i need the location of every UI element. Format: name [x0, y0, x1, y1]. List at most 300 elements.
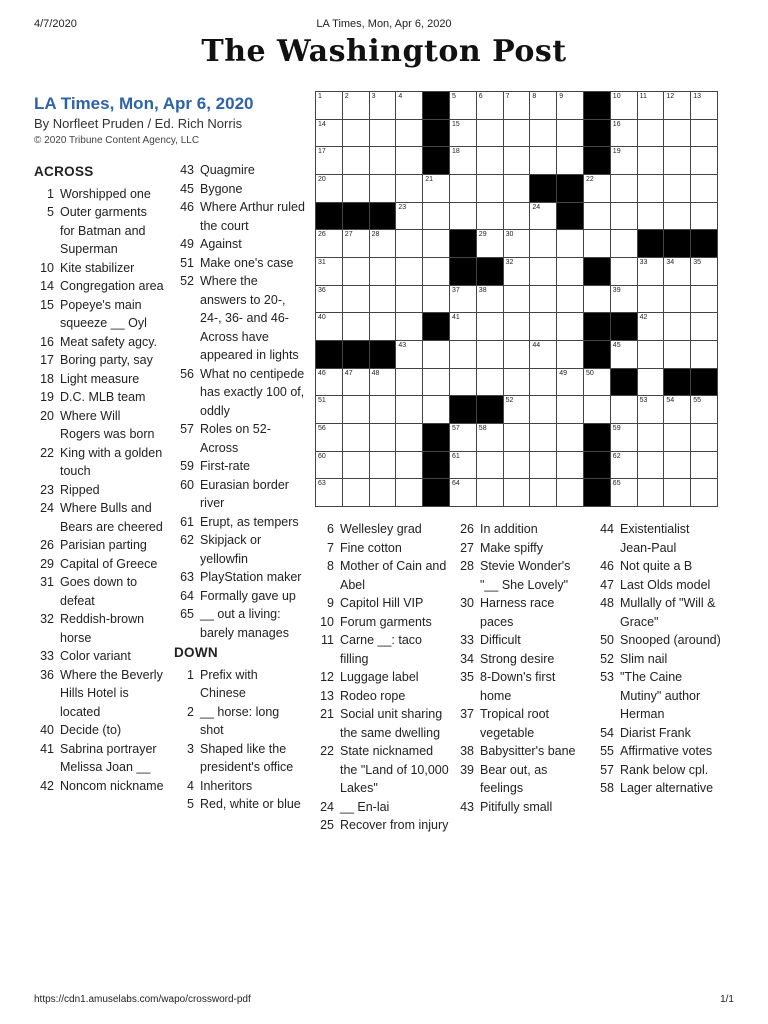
grid-cell[interactable]: [663, 257, 691, 286]
grid-cell[interactable]: [529, 451, 557, 480]
grid-cell[interactable]: [637, 451, 665, 480]
grid-cell[interactable]: [342, 285, 370, 314]
clue-number: 21: [320, 707, 334, 721]
clue-text: Formally gave up: [200, 588, 296, 603]
grid-cell[interactable]: [690, 340, 718, 369]
grid-cell[interactable]: [503, 257, 531, 286]
grid-cell[interactable]: [449, 91, 477, 120]
grid-cell[interactable]: [610, 119, 638, 148]
grid-cell[interactable]: [690, 312, 718, 341]
grid-block: [663, 229, 691, 258]
clue-text: Make spiffy: [480, 540, 543, 555]
grid-cell[interactable]: [369, 146, 397, 175]
clue-number: 56: [180, 366, 194, 381]
grid-block: [690, 229, 718, 258]
grid-cell[interactable]: [610, 478, 638, 507]
across-clue-19: [34, 388, 164, 407]
grid-cell[interactable]: [395, 340, 423, 369]
grid-cell[interactable]: [637, 174, 665, 203]
clue-text: Prefix with Chinese: [200, 667, 258, 700]
grid-cell[interactable]: [503, 423, 531, 452]
grid-cell[interactable]: [556, 312, 584, 341]
grid-cell[interactable]: [503, 146, 531, 175]
grid-cell-number: 26: [318, 231, 326, 239]
clue-text: Babysitter's bane: [480, 744, 576, 758]
grid-block: [583, 146, 611, 175]
clue-number: 22: [320, 744, 334, 758]
grid-cell[interactable]: [610, 285, 638, 314]
grid-cell[interactable]: [395, 202, 423, 231]
clue-number: 46: [600, 559, 614, 573]
clue-number: 10: [40, 260, 54, 275]
grid-cell[interactable]: [637, 423, 665, 452]
grid-cell[interactable]: [503, 202, 531, 231]
clue-number: 17: [40, 353, 54, 367]
clue-number: 15: [40, 297, 54, 312]
grid-cell[interactable]: [342, 478, 370, 507]
grid-cell[interactable]: [583, 285, 611, 314]
grid-block: [529, 174, 557, 203]
down-clue-8: [314, 557, 450, 594]
grid-cell[interactable]: [690, 146, 718, 175]
grid-cell[interactable]: [422, 395, 450, 424]
grid-cell[interactable]: [342, 146, 370, 175]
grid-cell[interactable]: [583, 174, 611, 203]
grid-cell[interactable]: [690, 395, 718, 424]
grid-cell[interactable]: [315, 285, 343, 314]
clue-text: __ En-lai: [340, 799, 390, 814]
grid-cell[interactable]: [637, 146, 665, 175]
grid-cell[interactable]: [395, 146, 423, 175]
grid-cell[interactable]: [476, 368, 504, 397]
grid-cell[interactable]: [556, 119, 584, 148]
clue-text: Against: [200, 237, 242, 251]
grid-cell[interactable]: [610, 257, 638, 286]
grid-block: [315, 202, 343, 231]
clue-text: Pitifully small: [480, 799, 553, 814]
grid-cell[interactable]: [637, 119, 665, 148]
grid-cell[interactable]: [315, 119, 343, 148]
grid-cell[interactable]: [422, 257, 450, 286]
clue-number: 16: [40, 334, 54, 349]
clue-number: 1: [187, 667, 194, 682]
grid-cell[interactable]: [583, 229, 611, 258]
down-clue-44: [594, 520, 724, 557]
grid-cell[interactable]: [395, 91, 423, 120]
grid-block: [476, 257, 504, 286]
clue-text: Erupt, as tempers: [200, 514, 299, 529]
clue-text: Forum garments: [340, 614, 432, 629]
puzzle-byline: By Norfleet Pruden / Ed. Rich Norris: [34, 116, 243, 131]
grid-cell-number: 32: [505, 259, 514, 266]
grid-cell[interactable]: [476, 91, 504, 120]
grid-cell[interactable]: [449, 451, 477, 480]
clue-number: 44: [600, 522, 614, 536]
grid-cell[interactable]: [529, 368, 557, 397]
down-clue-6: [314, 520, 450, 539]
grid-cell[interactable]: [476, 119, 504, 148]
grid-cell[interactable]: [395, 285, 423, 314]
across-clue-63: [174, 568, 306, 587]
grid-cell[interactable]: [315, 423, 343, 452]
across-clue-56: [174, 365, 306, 421]
clue-section-heading: DOWN: [174, 645, 218, 660]
down-clue-22: [314, 742, 450, 798]
grid-cell[interactable]: [583, 202, 611, 231]
grid-cell[interactable]: [663, 423, 691, 452]
grid-cell[interactable]: [529, 423, 557, 452]
grid-cell[interactable]: [315, 312, 343, 341]
grid-cell[interactable]: [610, 451, 638, 480]
clue-text: "The Caine Mutiny" author Herman: [620, 670, 701, 721]
grid-cell[interactable]: [610, 423, 638, 452]
down-clue-48: [594, 594, 724, 631]
grid-cell[interactable]: [556, 229, 584, 258]
grid-cell[interactable]: [690, 202, 718, 231]
grid-cell[interactable]: [637, 478, 665, 507]
grid-block: [583, 423, 611, 452]
down-clue-47: [594, 576, 724, 595]
grid-cell[interactable]: [342, 257, 370, 286]
grid-cell[interactable]: [663, 312, 691, 341]
grid-cell[interactable]: [315, 146, 343, 175]
grid-cell[interactable]: [476, 423, 504, 452]
grid-cell[interactable]: [476, 146, 504, 175]
grid-cell[interactable]: [476, 312, 504, 341]
grid-cell[interactable]: [583, 395, 611, 424]
grid-cell[interactable]: [637, 202, 665, 231]
grid-block: [422, 146, 450, 175]
grid-cell[interactable]: [610, 202, 638, 231]
down-clue-28: [454, 557, 584, 594]
grid-cell-number: 64: [452, 480, 460, 488]
grid-cell[interactable]: [529, 312, 557, 341]
puzzle-title: LA Times, Mon, Apr 6, 2020: [34, 94, 254, 113]
grid-cell-number: 54: [666, 397, 675, 405]
grid-cell-number: 59: [612, 425, 621, 432]
grid-cell[interactable]: [690, 451, 718, 480]
grid-cell[interactable]: [342, 91, 370, 120]
grid-cell[interactable]: [637, 285, 665, 314]
grid-cell[interactable]: [663, 395, 691, 424]
clue-text: Luggage label: [340, 670, 419, 684]
clue-number: 20: [40, 408, 54, 423]
clue-column-5: [594, 520, 724, 798]
grid-cell[interactable]: [690, 257, 718, 286]
grid-cell[interactable]: [369, 285, 397, 314]
down-clue-34: [454, 650, 584, 669]
clue-number: 50: [600, 633, 614, 647]
grid-cell[interactable]: [342, 423, 370, 452]
grid-cell[interactable]: [503, 312, 531, 341]
grid-cell[interactable]: [503, 285, 531, 314]
clue-text: Inheritors: [200, 778, 253, 793]
grid-cell[interactable]: [369, 91, 397, 120]
grid-cell[interactable]: [395, 312, 423, 341]
grid-cell[interactable]: [529, 395, 557, 424]
grid-cell[interactable]: [449, 368, 477, 397]
across-clue-17: [34, 351, 164, 370]
grid-cell[interactable]: [663, 478, 691, 507]
grid-cell[interactable]: [395, 368, 423, 397]
grid-cell[interactable]: [610, 229, 638, 258]
clue-number: 47: [600, 577, 614, 592]
grid-cell-number: 43: [398, 342, 407, 349]
grid-cell-number: 9: [559, 93, 564, 100]
grid-cell[interactable]: [395, 174, 423, 203]
down-clue-52: [594, 650, 724, 669]
grid-cell[interactable]: [663, 451, 691, 480]
grid-cell[interactable]: [395, 395, 423, 424]
grid-cell[interactable]: [449, 202, 477, 231]
grid-cell[interactable]: [476, 451, 504, 480]
grid-cell[interactable]: [663, 146, 691, 175]
grid-cell-number: 33: [639, 259, 648, 266]
grid-cell[interactable]: [556, 451, 584, 480]
grid-cell[interactable]: [342, 451, 370, 480]
grid-cell[interactable]: [637, 257, 665, 286]
grid-cell-number: 6: [478, 93, 483, 100]
clue-number: 30: [460, 596, 474, 610]
grid-cell[interactable]: [342, 229, 370, 258]
copyright-notice: © 2020 Tribune Content Agency, LLC: [34, 135, 200, 146]
grid-block: [690, 368, 718, 397]
grid-cell-number: 58: [478, 425, 487, 432]
grid-cell[interactable]: [449, 423, 477, 452]
clue-number: 22: [40, 445, 54, 460]
grid-cell[interactable]: [369, 423, 397, 452]
grid-cell[interactable]: [503, 91, 531, 120]
grid-cell[interactable]: [663, 285, 691, 314]
grid-cell[interactable]: [529, 229, 557, 258]
grid-cell-number: 62: [612, 452, 621, 460]
grid-cell[interactable]: [369, 119, 397, 148]
grid-cell[interactable]: [315, 174, 343, 203]
grid-cell[interactable]: [663, 91, 691, 120]
grid-cell[interactable]: [503, 368, 531, 397]
grid-cell[interactable]: [610, 146, 638, 175]
grid-cell[interactable]: [476, 340, 504, 369]
grid-cell[interactable]: [342, 368, 370, 397]
grid-cell[interactable]: [449, 285, 477, 314]
across-clue-33: [34, 647, 164, 666]
grid-cell[interactable]: [342, 174, 370, 203]
clue-text: Wellesley grad: [340, 522, 422, 536]
grid-cell[interactable]: [610, 174, 638, 203]
grid-cell[interactable]: [395, 119, 423, 148]
grid-cell-number: 41: [452, 314, 460, 322]
grid-cell[interactable]: [503, 174, 531, 203]
grid-cell[interactable]: [476, 285, 504, 314]
grid-cell[interactable]: [637, 312, 665, 341]
grid-cell[interactable]: [610, 340, 638, 369]
crossword-grid: [315, 91, 717, 506]
across-clue-15: [34, 296, 164, 333]
clue-number: 53: [600, 670, 614, 684]
clue-number: 42: [40, 778, 54, 793]
grid-cell[interactable]: [690, 423, 718, 452]
grid-cell[interactable]: [503, 451, 531, 480]
clue-number: 27: [460, 540, 474, 555]
clue-text: Capital of Greece: [60, 556, 158, 571]
grid-cell[interactable]: [637, 395, 665, 424]
grid-cell[interactable]: [369, 312, 397, 341]
grid-cell-number: 37: [452, 286, 460, 294]
down-clue-30: [454, 594, 584, 631]
grid-block: [422, 478, 450, 507]
down-clue-46: [594, 557, 724, 576]
grid-cell[interactable]: [476, 174, 504, 203]
grid-cell[interactable]: [476, 202, 504, 231]
grid-cell[interactable]: [449, 312, 477, 341]
grid-cell[interactable]: [315, 395, 343, 424]
grid-cell-number: 4: [398, 93, 403, 100]
grid-cell[interactable]: [690, 285, 718, 314]
print-date: 4/7/2020: [34, 18, 77, 30]
grid-cell[interactable]: [529, 340, 557, 369]
grid-cell[interactable]: [422, 285, 450, 314]
across-clue-61: [174, 513, 306, 532]
grid-cell-number: 61: [452, 452, 460, 460]
grid-cell[interactable]: [610, 395, 638, 424]
grid-cell[interactable]: [690, 119, 718, 148]
grid-cell[interactable]: [556, 368, 584, 397]
across-clue-32: [34, 610, 164, 647]
clue-number: 43: [460, 799, 474, 814]
grid-cell[interactable]: [690, 174, 718, 203]
grid-cell[interactable]: [422, 202, 450, 231]
grid-cell[interactable]: [395, 451, 423, 480]
grid-cell[interactable]: [556, 146, 584, 175]
across-clue-26: [34, 536, 164, 555]
across-clue-42: [34, 777, 164, 796]
clue-text: PlayStation maker: [200, 570, 302, 584]
grid-cell[interactable]: [529, 478, 557, 507]
grid-cell-number: 16: [612, 120, 621, 128]
grid-cell[interactable]: [315, 257, 343, 286]
clue-text: Stevie Wonder's "__ She Lovely": [480, 559, 571, 592]
grid-cell[interactable]: [556, 257, 584, 286]
grid-cell-number: 1: [318, 93, 322, 100]
grid-cell[interactable]: [503, 395, 531, 424]
grid-cell[interactable]: [503, 119, 531, 148]
grid-cell[interactable]: [529, 257, 557, 286]
grid-cell[interactable]: [369, 229, 397, 258]
grid-block: [663, 368, 691, 397]
grid-cell[interactable]: [637, 368, 665, 397]
grid-cell[interactable]: [395, 478, 423, 507]
grid-cell[interactable]: [637, 340, 665, 369]
grid-cell[interactable]: [529, 285, 557, 314]
clue-text: Where the answers to 20-, 24-, 36- and 46-Across have appeared in lights: [200, 274, 299, 362]
grid-cell[interactable]: [315, 478, 343, 507]
grid-cell[interactable]: [529, 91, 557, 120]
grid-cell[interactable]: [556, 423, 584, 452]
grid-cell[interactable]: [369, 451, 397, 480]
clue-text: Meat safety agcy.: [60, 334, 158, 349]
grid-cell-number: 35: [693, 259, 701, 266]
grid-cell[interactable]: [315, 451, 343, 480]
down-clue-37: [454, 705, 584, 742]
grid-cell[interactable]: [315, 368, 343, 397]
clue-number: 54: [600, 725, 614, 740]
across-clue-65: [174, 605, 306, 642]
grid-cell[interactable]: [422, 229, 450, 258]
grid-cell[interactable]: [369, 174, 397, 203]
grid-cell[interactable]: [663, 119, 691, 148]
down-clue-4: [174, 777, 306, 796]
grid-cell[interactable]: [690, 478, 718, 507]
grid-cell[interactable]: [369, 395, 397, 424]
grid-cell[interactable]: [663, 202, 691, 231]
grid-cell[interactable]: [395, 423, 423, 452]
grid-cell[interactable]: [449, 340, 477, 369]
grid-cell[interactable]: [529, 146, 557, 175]
clue-text: Goes down to defeat: [60, 575, 138, 608]
clue-number: 39: [460, 762, 474, 777]
grid-cell[interactable]: [556, 91, 584, 120]
grid-cell[interactable]: [369, 368, 397, 397]
grid-cell[interactable]: [449, 146, 477, 175]
across-clue-16: [34, 333, 164, 352]
grid-cell[interactable]: [663, 174, 691, 203]
grid-cell[interactable]: [449, 119, 477, 148]
grid-cell[interactable]: [476, 229, 504, 258]
clue-number: 29: [40, 556, 54, 571]
clue-text: Fine cotton: [340, 540, 402, 555]
grid-cell[interactable]: [342, 119, 370, 148]
grid-cell-number: 46: [318, 369, 326, 377]
grid-cell[interactable]: [556, 478, 584, 507]
grid-cell-number: 14: [318, 120, 326, 128]
grid-cell[interactable]: [449, 478, 477, 507]
grid-cell[interactable]: [529, 119, 557, 148]
grid-cell[interactable]: [369, 478, 397, 507]
grid-cell[interactable]: [422, 340, 450, 369]
grid-cell[interactable]: [556, 340, 584, 369]
clue-number: 60: [180, 477, 194, 492]
clue-number: 19: [40, 390, 54, 404]
grid-cell[interactable]: [637, 91, 665, 120]
grid-cell[interactable]: [556, 395, 584, 424]
grid-cell[interactable]: [449, 174, 477, 203]
grid-cell[interactable]: [369, 257, 397, 286]
grid-cell[interactable]: [395, 229, 423, 258]
grid-cell[interactable]: [422, 368, 450, 397]
grid-cell[interactable]: [556, 285, 584, 314]
grid-cell[interactable]: [503, 478, 531, 507]
grid-cell[interactable]: [503, 229, 531, 258]
clue-text: Social unit sharing the same dwelling: [340, 707, 443, 740]
grid-cell-number: 30: [505, 231, 514, 239]
grid-cell[interactable]: [342, 312, 370, 341]
grid-cell[interactable]: [315, 229, 343, 258]
grid-cell[interactable]: [690, 91, 718, 120]
grid-cell[interactable]: [610, 91, 638, 120]
grid-cell[interactable]: [315, 91, 343, 120]
grid-cell[interactable]: [422, 174, 450, 203]
grid-cell[interactable]: [476, 478, 504, 507]
clue-text: Eurasian border river: [200, 477, 289, 510]
down-clue-27: [454, 539, 584, 558]
grid-cell[interactable]: [342, 395, 370, 424]
grid-cell[interactable]: [583, 368, 611, 397]
clue-text: Mullally of "Will & Grace": [620, 596, 716, 629]
grid-cell[interactable]: [503, 340, 531, 369]
grid-cell[interactable]: [529, 202, 557, 231]
grid-cell[interactable]: [663, 340, 691, 369]
grid-cell[interactable]: [395, 257, 423, 286]
